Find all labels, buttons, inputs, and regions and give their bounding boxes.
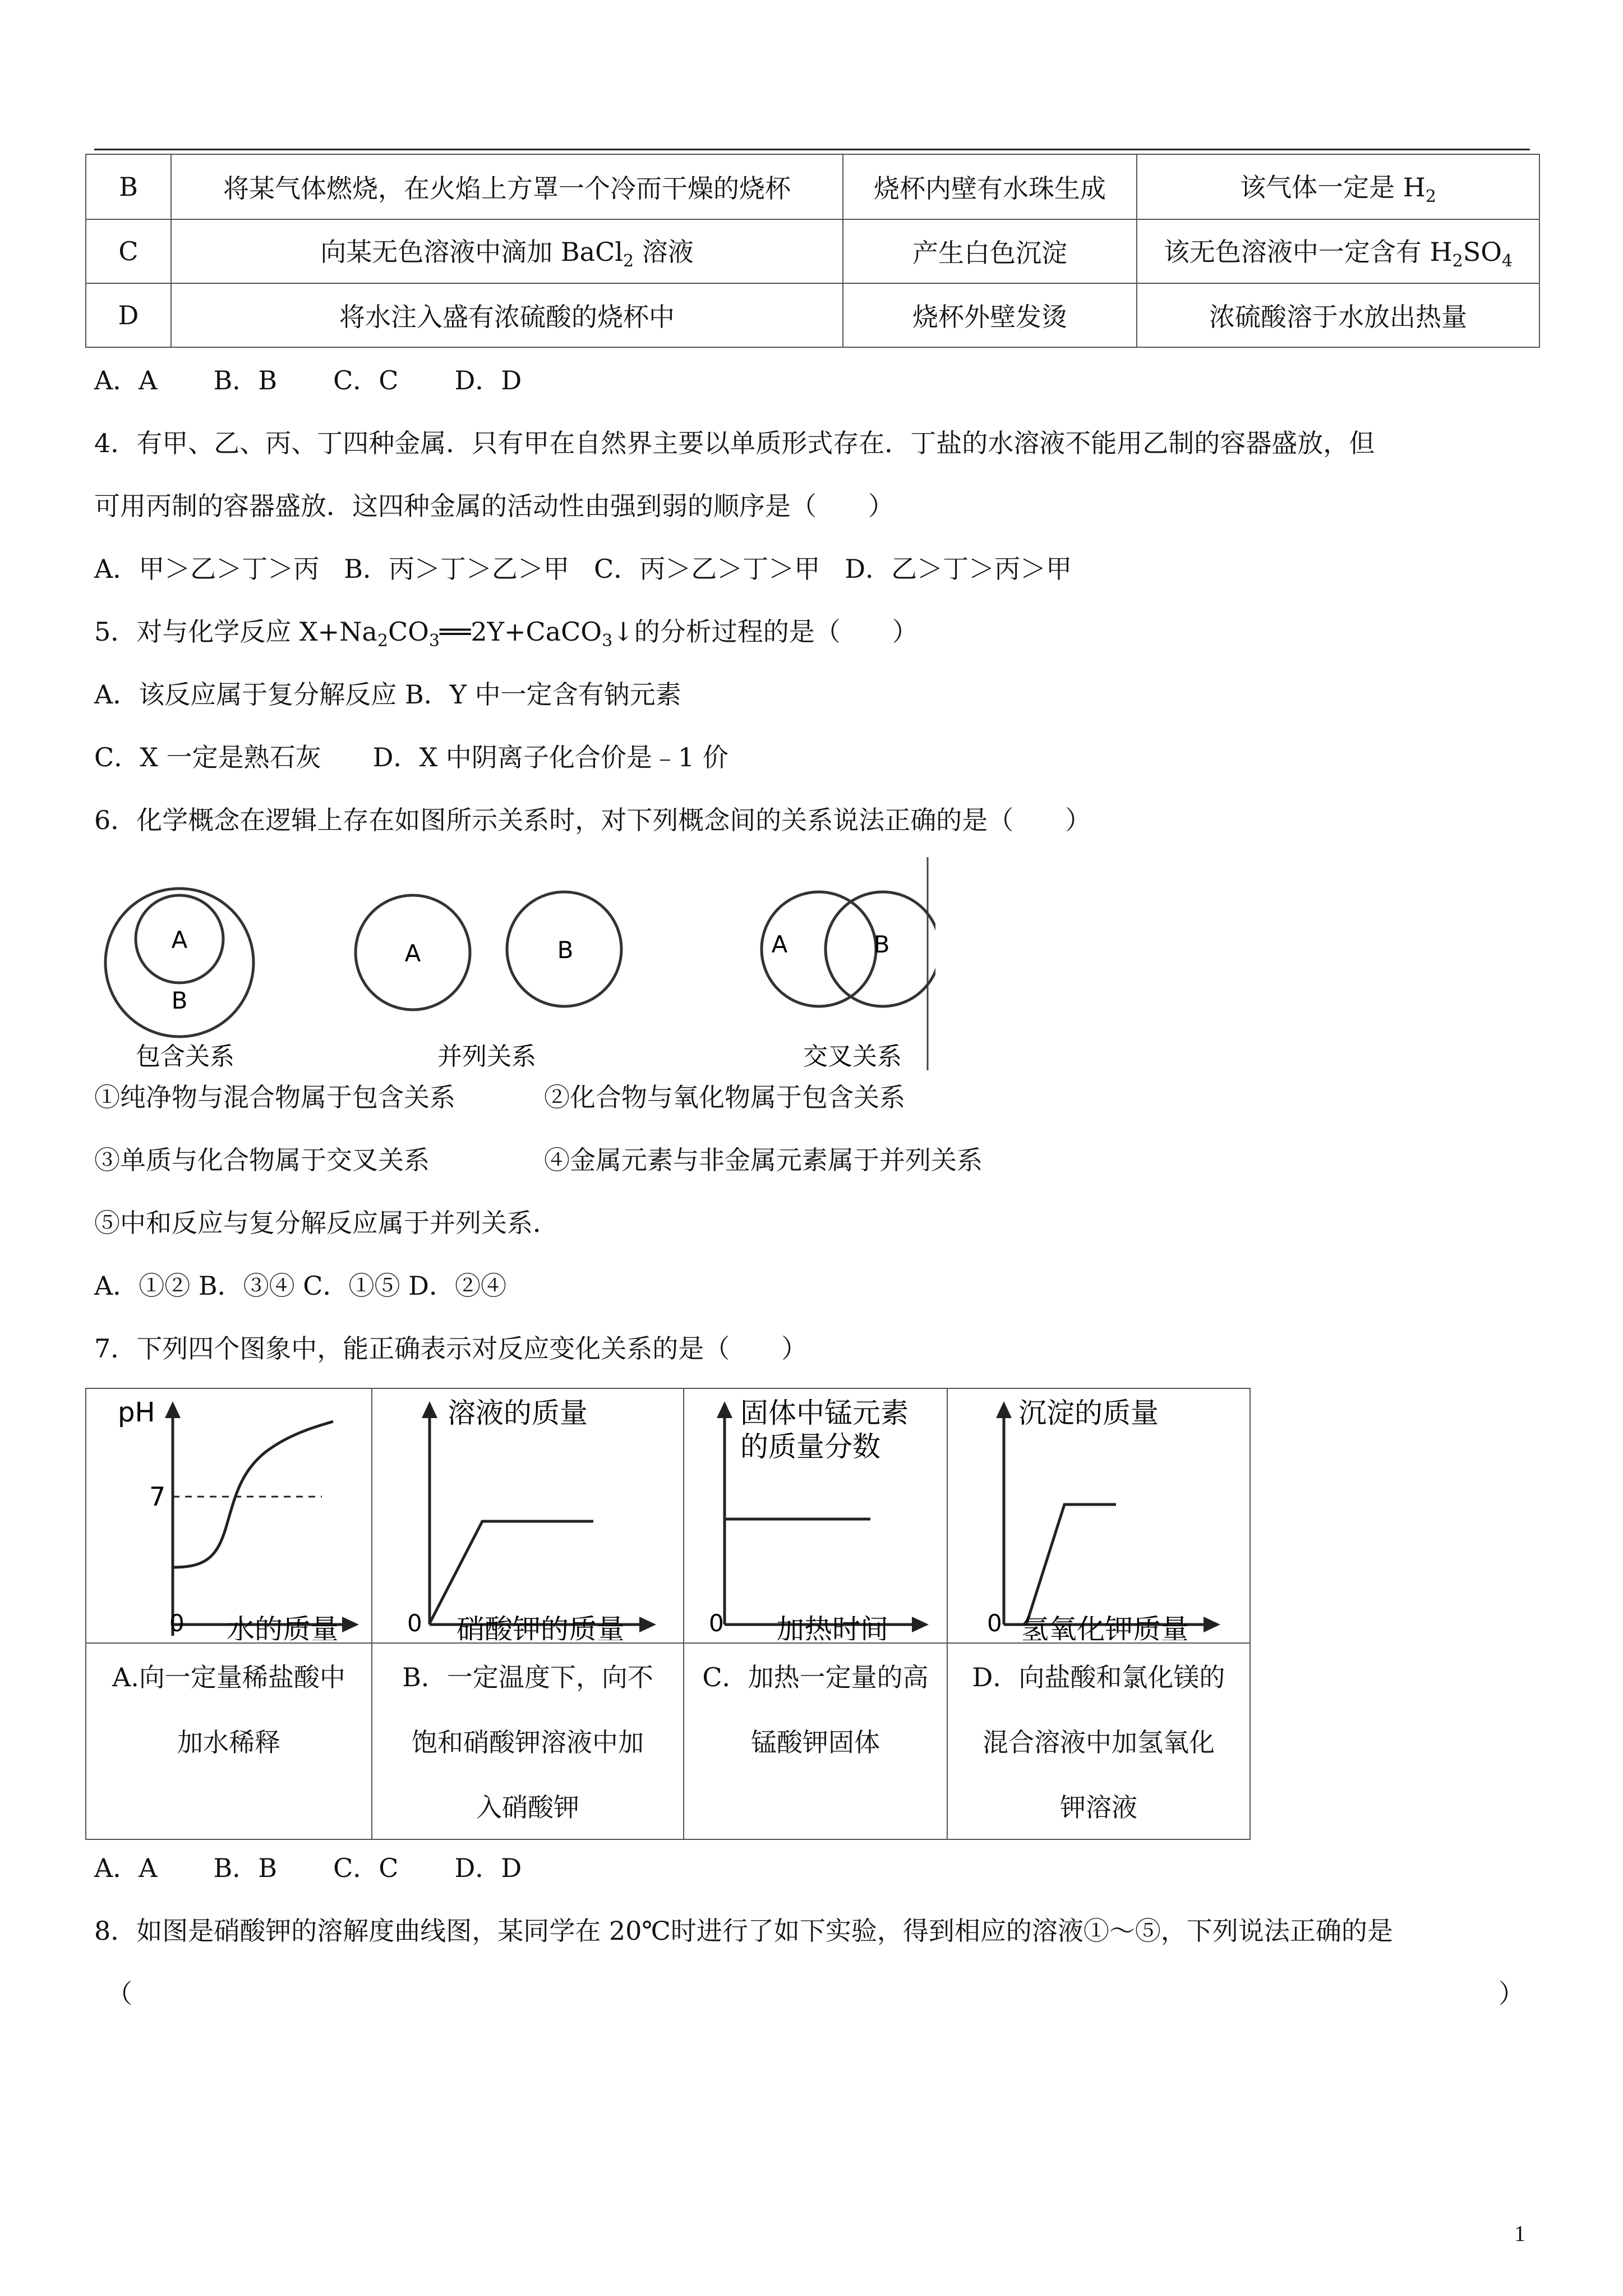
label-cross-a: A xyxy=(771,931,788,958)
label-parallel-b: B xyxy=(557,936,574,964)
row-letter: C xyxy=(86,219,171,283)
graph-a-origin: 0 xyxy=(169,1609,185,1637)
concept-relation-figure xyxy=(94,857,935,1076)
q4-options: A．甲＞乙＞丁＞丙 B．丙＞丁＞乙＞甲 C．丙＞乙＞丁＞甲 D．乙＞丁＞丙＞甲 xyxy=(94,554,1072,584)
row-conclusion: 该气体一定是 $H_2$ xyxy=(1137,154,1539,219)
label-outer-b: B xyxy=(171,987,188,1014)
q8-paren-close: ） xyxy=(1498,1978,1524,2009)
q4-line1: 4．有甲、乙、丙、丁四种金属．只有甲在自然界主要以单质形式存在．丁盐的水溶液不能用乙制的容器盛放，但 xyxy=(94,428,1375,458)
row-operation: 将某气体燃烧，在火焰上方罩一个冷而干燥的烧杯 xyxy=(171,154,843,219)
graph-c-caption: C．加热一定量的高 锰酸钾固体 xyxy=(684,1643,947,1839)
graph-d-cell xyxy=(947,1388,1250,1643)
graph-c-ylabel-2: 的质量分数 xyxy=(740,1430,880,1463)
graph-a xyxy=(86,1389,371,1640)
graph-d-caption: D．向盐酸和氯化镁的 混合溶液中加氢氧化 钾溶液 xyxy=(947,1643,1250,1839)
graph-row xyxy=(86,1388,1250,1643)
caption-parallel: 并列关系 xyxy=(437,1042,536,1071)
graph-a-cell xyxy=(86,1388,372,1643)
q8-line1: 8．如图是硝酸钾的溶解度曲线图，某同学在 20℃时进行了如下实验，得到相应的溶液①～⑤，下列说法正确的是 xyxy=(94,1916,1393,1946)
graph-b-caption: B．一定温度下，向不 饱和硝酸钾溶液中加 入硝酸钾 xyxy=(372,1643,684,1839)
q7-options: A．A B．B C．C D．D xyxy=(94,1853,522,1883)
row-letter: D xyxy=(86,283,171,347)
label-parallel-a: A xyxy=(404,940,421,967)
row-conclusion: 浓硫酸溶于水放出热量 xyxy=(1137,283,1539,347)
graph-d-origin: 0 xyxy=(987,1609,1002,1637)
row-conclusion: 该无色溶液中一定含有 $H_2SO_4$ xyxy=(1137,219,1539,283)
q6-stem: 6．化学概念在逻辑上存在如图所示关系时，对下列概念间的关系说法正确的是（ ） xyxy=(94,805,1091,835)
graph-b-origin: 0 xyxy=(407,1609,422,1637)
caption-contain: 包含关系 xyxy=(136,1042,234,1071)
graph-a-xlabel: 水的质量 xyxy=(227,1613,339,1640)
graph-d-xlabel: 氢氧化钾质量 xyxy=(1021,1613,1189,1640)
row-phenomenon: 产生白色沉淀 xyxy=(843,219,1137,283)
outer-circle-b xyxy=(105,889,253,1037)
row-operation: 将水注入盛有浓硫酸的烧杯中 xyxy=(171,283,843,347)
label-cross-b: B xyxy=(873,931,890,958)
q5-stem: 5．对与化学反应 $X+Na_2CO_3══2Y+CaCO_3↓$的分析过程的是（ ） xyxy=(94,616,918,651)
q6-options: A．①② B．③④ C．①⑤ D．②④ xyxy=(94,1271,506,1301)
graph-b-cell xyxy=(372,1388,684,1643)
row-phenomenon: 烧杯外壁发烫 xyxy=(843,283,1137,347)
caption-row xyxy=(86,1643,1250,1839)
graph-b xyxy=(372,1389,683,1640)
q6-statement-5: ⑤中和反应与复分解反应属于并列关系． xyxy=(94,1208,559,1238)
experiment-table xyxy=(85,154,1540,348)
graph-c-origin: 0 xyxy=(709,1609,724,1637)
graph-c-ylabel-1: 固体中锰元素 xyxy=(740,1397,909,1429)
graph-a-ylabel: pH xyxy=(118,1397,155,1428)
q3-options: A．A B．B C．C D．D xyxy=(94,365,522,395)
table-row xyxy=(86,283,1539,347)
table-row xyxy=(86,154,1539,219)
row-letter: B xyxy=(86,154,171,219)
label-inner-a: A xyxy=(171,926,188,954)
graph-b-ylabel: 溶液的质量 xyxy=(448,1397,588,1429)
graph-d-ylabel: 沉淀的质量 xyxy=(1018,1397,1159,1429)
graph-c-cell xyxy=(684,1388,947,1643)
q6-statement-2: ②化合物与氧化物属于包含关系 xyxy=(544,1082,905,1112)
graph-c xyxy=(684,1389,947,1640)
graph-table xyxy=(85,1388,1251,1840)
q5-options-cd: C．X 一定是熟石灰 D．X 中阴离子化合价是﹣1 价 xyxy=(94,742,728,772)
table-row xyxy=(86,219,1539,283)
graph-a-mark-7: 7 xyxy=(149,1481,166,1512)
header-rule xyxy=(94,149,1530,150)
page-number: 1 xyxy=(1514,2221,1525,2246)
q5-options-ab: A．该反应属于复分解反应 B．Y 中一定含有钠元素 xyxy=(94,679,681,710)
q4-line2: 可用丙制的容器盛放．这四种金属的活动性由强到弱的顺序是（ ） xyxy=(94,491,894,521)
q7-stem: 7．下列四个图象中，能正确表示对反应变化关系的是（ ） xyxy=(94,1333,808,1364)
graph-d xyxy=(948,1389,1249,1640)
q8-paren-open: （ xyxy=(107,1978,132,2009)
caption-cross: 交叉关系 xyxy=(803,1042,902,1071)
q6-statement-4: ④金属元素与非金属元素属于并列关系 xyxy=(544,1145,983,1175)
row-operation: 向某无色溶液中滴加 BaCl$_2$ 溶液 xyxy=(171,219,843,283)
row-phenomenon: 烧杯内壁有水珠生成 xyxy=(843,154,1137,219)
q6-statement-3: ③单质与化合物属于交叉关系 xyxy=(94,1145,430,1175)
q6-statement-1: ①纯净物与混合物属于包含关系 xyxy=(94,1082,455,1112)
graph-b-xlabel: 硝酸钾的质量 xyxy=(457,1613,625,1640)
graph-a-caption: A.向一定量稀盐酸中 加水稀释 xyxy=(86,1643,372,1839)
graph-c-xlabel: 加热时间 xyxy=(776,1613,888,1640)
